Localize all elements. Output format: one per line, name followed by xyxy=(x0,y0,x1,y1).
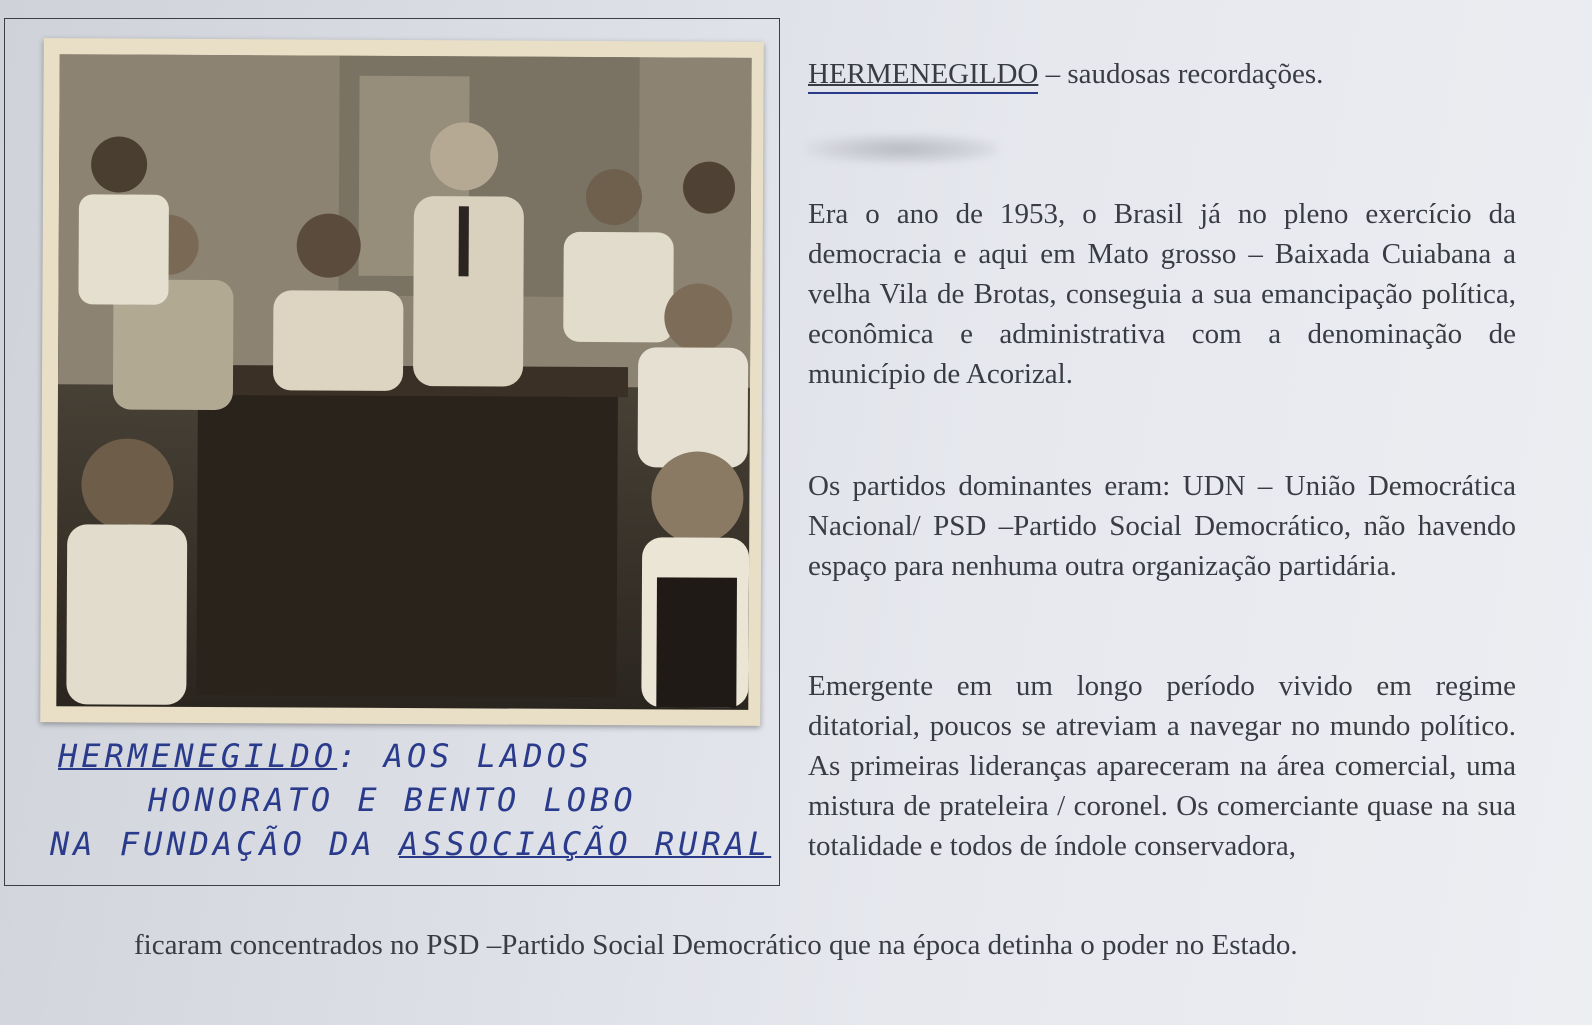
caption-line-1 xyxy=(40,734,760,778)
photo-scene xyxy=(56,54,751,710)
page-title xyxy=(808,58,1323,91)
paragraph-1: Era o ano de 1953, o Brasil já no pleno exercício da democracia e aqui em Mato grosso – Baixada Cuiabana a velha Vila de Brotas, conseguia a sua emancipação política, econômica e administrativa com a denominação de município de Acorizal. xyxy=(808,198,1516,390)
photo-image xyxy=(56,54,751,710)
handwritten-caption xyxy=(40,734,772,866)
caption-line-3-prefix: NA FUNDAÇÃO DA xyxy=(50,825,399,863)
paragraph-3: Emergente em um longo período vivido em regime ditatorial, poucos se atreviam a navegar no mundo político. As primeiras lideranças apareceram na área comercial, uma mistura de prateleira / coronel. Os comerciante quase na sua totalidade e todos de índole conservadora, xyxy=(808,670,1516,862)
caption-association: ASSOCIAÇÃO RURAL xyxy=(398,825,772,863)
caption-line-3 xyxy=(40,822,772,866)
title-name: HERMENEGILDO xyxy=(808,58,1038,94)
caption-line-2: HONORATO E BENTO LOBO xyxy=(148,781,637,819)
historical-photo xyxy=(40,38,764,726)
caption-line-1-rest: : AOS LADOS xyxy=(337,737,594,775)
redacted-mark xyxy=(806,134,998,164)
paragraph-2: Os partidos dominantes eram: UDN – União Democrática Nacional/ PSD –Partido Social Democrático, não havendo espaço para nenhuma outra organização partidária. xyxy=(808,470,1516,582)
paragraph-3-tail: ficaram concentrados no PSD –Partido Social Democrático que na época detinha o poder no Estado. xyxy=(134,929,1298,961)
caption-name: HERMENEGILDO xyxy=(58,737,338,775)
title-rest: – saudosas recordações. xyxy=(1038,58,1324,90)
